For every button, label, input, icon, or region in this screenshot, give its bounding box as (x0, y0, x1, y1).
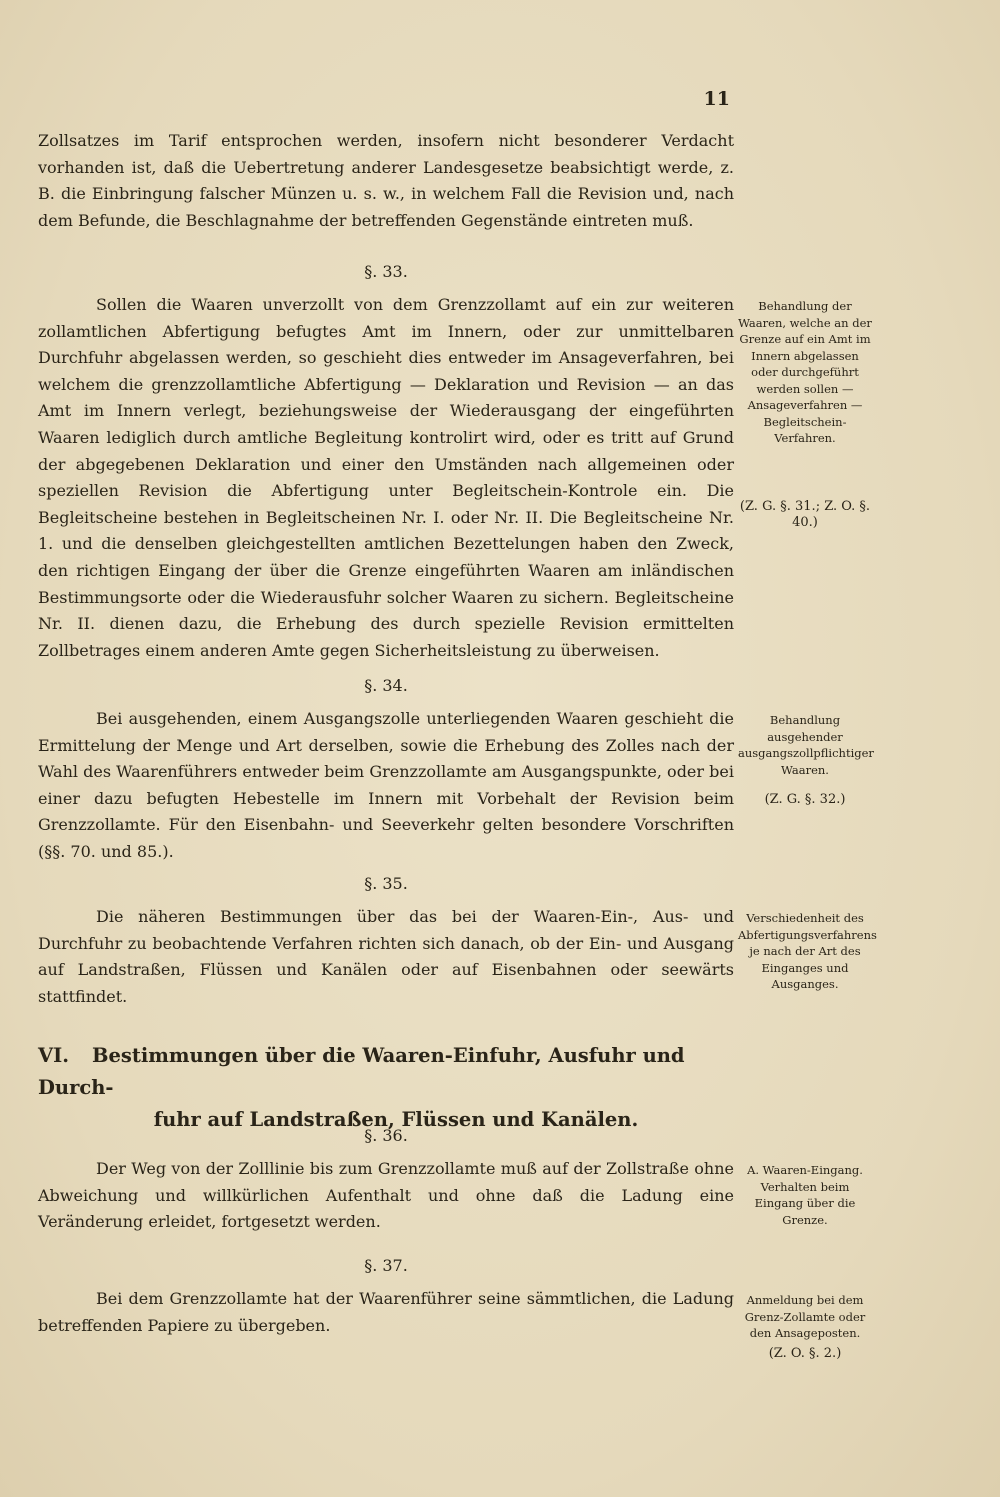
section-34-title: §. 34. (364, 676, 408, 695)
section-36-text: Der Weg von der Zolllinie bis zum Grenzzollamte muß auf der Zollstraße ohne Abweichung und willkürlichen Aufenthalt und ohne daß die Ladung eine Veränderung erleidet, fortgesetzt werden. (38, 1159, 734, 1232)
intro-text: Zollsatzes im Tarif entsprochen werden, insofern nicht besonderer Verdacht vorhanden ist, daß die Uebertretung anderer Landesgesetze beabsichtigt werde, z. B. die Einbringung falscher Münzen u. s. w., in welchem Fall die Revision und, nach dem Befunde, die Beschlagnahme der betreffenden Gegenstände eintreten muß. (38, 131, 734, 230)
chapter-title-line-1: Bestimmungen über die Waaren-Einfuhr, Ausfuhr und Durch- (38, 1044, 685, 1099)
section-37-side-note: Anmeldung bei dem Grenz-Zollamte oder den Ansageposten. (744, 1293, 866, 1340)
section-36-side-note: A. Waaren-Eingang. Verhalten beim Eingang über die Grenze. (747, 1163, 863, 1227)
chapter-title-line-2: fuhr auf Landstraßen, Flüssen und Kanälen. (153, 1108, 639, 1131)
section-34-body (38, 706, 734, 866)
section-34-side-ref: (Z. G. §. 32.) (764, 792, 846, 807)
section-34-text: Bei ausgehenden, einem Ausgangszolle unterliegenden Waaren geschieht die Ermittelung der Menge und Art derselben, sowie die Erhebung des Zolles nach der Wahl des Waarenführers entweder beim Grenzzollamte am Ausgangspunkte, oder bei einer dazu befugten Hebestelle im Innern mit Vorbehalt der Revision beim Grenzzollamte. Für den Eisenbahn- und Seeverkehr gelten besondere Vorschriften (§§. 70. und 85.). (38, 709, 734, 861)
section-35-margin-note (738, 910, 877, 993)
intro-paragraph (38, 128, 734, 234)
section-35-title: §. 35. (364, 874, 408, 893)
section-37-text: Bei dem Grenzzollamte hat der Waarenführer seine sämmtlichen, die Ladung betreffenden Papiere zu übergeben. (38, 1289, 734, 1335)
chapter-heading (38, 1040, 734, 1136)
section-33-body (38, 292, 734, 664)
section-37-margin-note (738, 1292, 872, 1362)
section-37-body (38, 1286, 734, 1339)
section-35-side-note: Verschiedenheit des Abfertigungsverfahrens je nach der Art des Einganges und Ausganges. (738, 911, 877, 991)
section-33-text: Sollen die Waaren unverzollt von dem Grenzzollamt auf ein zur weiteren zollamtlichen Abfertigung befugtes Amt im Innern, oder zur unmittelbaren Durchfuhr abgelassen werden, so geschieht dies entweder im Ansageverfahren, bei welchem die grenzzollamtliche Abfertigung — Deklaration und Revision — an das Amt im Innern verlegt, beziehungsweise der Wiederausgang der eingeführten Waaren lediglich durch amtliche Begleitung kontrolirt wird, oder es tritt auf Grund der abgegebenen Deklaration und einer den Umständen nach allgemeinen oder speziellen Revision die Abfertigung unter Begleitschein-Kontrole ein. Die Begleitscheine bestehen in Begleitscheinen Nr. I. oder Nr. II. Die Begleitscheine Nr. 1. und die denselben gleichgestellten amtlichen Bezettelungen haben den Zweck, den richtigen Eingang der über die Grenze eingeführten Waaren am inländischen Bestimmungsorte oder die Wiederausfuhr solcher Waaren zu sichern. Begleitscheine Nr. II. dienen dazu, die Erhebung des durch spezielle Revision ermittelten Zollbetrages einem anderen Amte gegen Sicherheitsleistung zu überweisen. (38, 295, 734, 660)
section-33-side-ref: (Z. G. §. 31.; Z. O. §. 40.) (739, 498, 871, 530)
section-37-side-ref: (Z. O. §. 2.) (768, 1345, 842, 1361)
section-34-margin-note (738, 712, 872, 809)
section-35-body (38, 904, 734, 1010)
section-35-text: Die näheren Bestimmungen über das bei der Waaren-Ein-, Aus- und Durchfuhr zu beobachtende Verfahren richten sich danach, ob der Ein- und Ausgang auf Landstraßen, Flüssen und Kanälen oder auf Eisenbahnen oder seewärts stattfindet. (38, 907, 734, 1006)
section-36-body (38, 1156, 734, 1236)
section-36-margin-note (738, 1162, 872, 1228)
chapter-number: VI. (38, 1044, 70, 1067)
section-34-side-note: Behandlung ausgehender ausgangszollpflichtiger Waaren. (738, 713, 874, 777)
section-33-margin-note (738, 298, 872, 532)
section-36-title: §. 36. (364, 1126, 408, 1145)
section-33-side-note: Behandlung der Waaren, welche an der Grenze auf ein Amt im Innern abgelassen oder durchgeführt werden sollen — Ansageverfahren — Begleitschein-Verfahren. (738, 299, 872, 445)
section-33-title: §. 33. (364, 262, 408, 281)
page-number: 11 (703, 88, 730, 110)
section-37-title: §. 37. (364, 1256, 408, 1275)
